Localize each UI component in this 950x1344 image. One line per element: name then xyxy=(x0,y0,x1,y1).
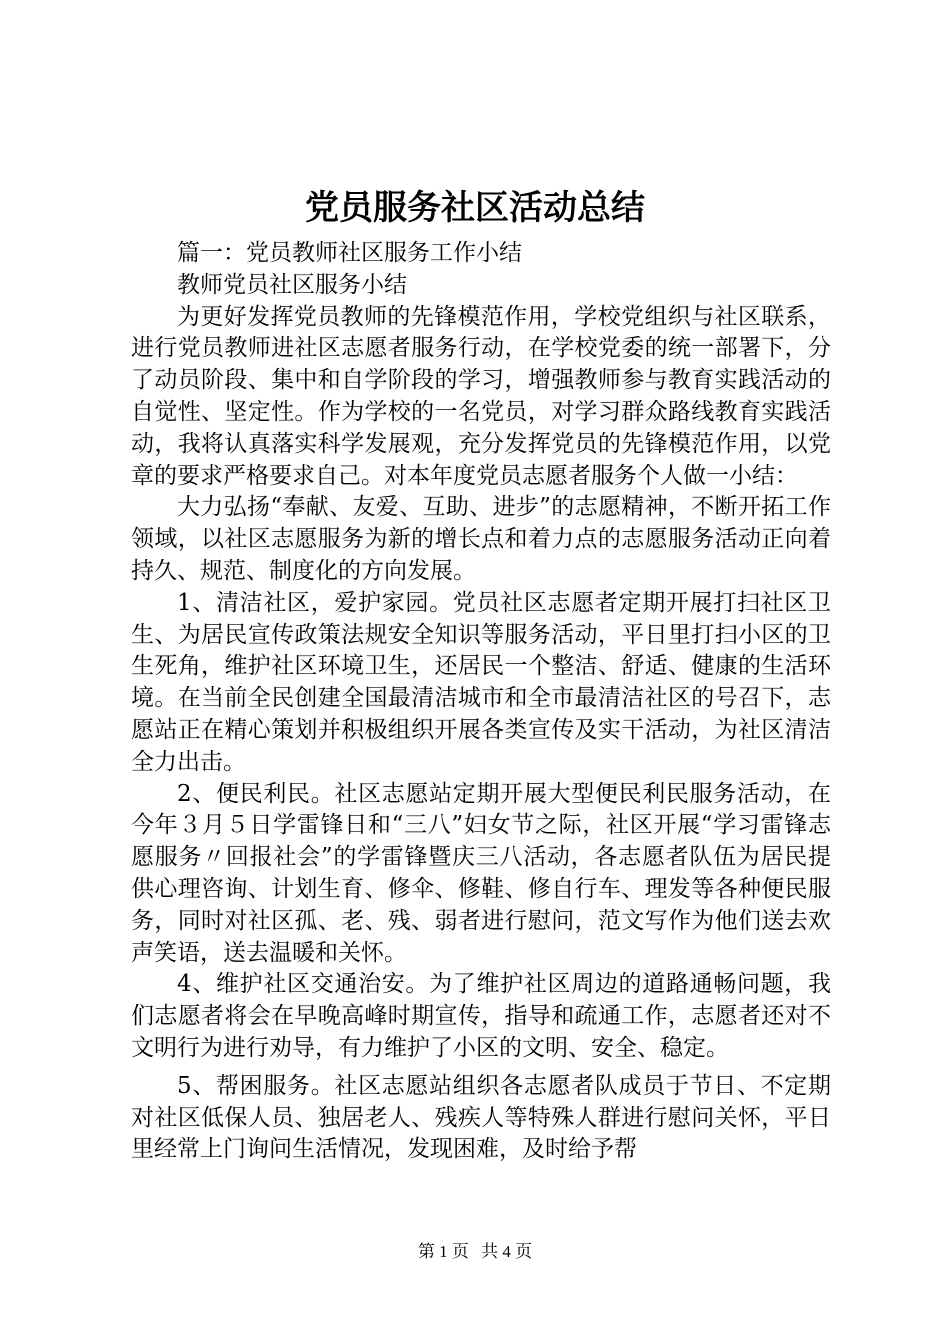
page-number: 第 1 页 xyxy=(417,1242,469,1261)
section-heading: 篇一：党员教师社区服务工作小结 xyxy=(177,240,522,266)
body-paragraph: 4、维护社区交通治安。为了维护社区周边的道路通畅问题，我们志愿者将会在早晚高峰时期宣传，指导和疏通工作，志愿者还对不文明行为进行劝导，有力维护了小区的文明、安全、稳定。 xyxy=(131,971,831,1061)
body-paragraph: 2、便民利民。社区志愿站定期开展大型便民利民服务活动，在今年３月５日学雷锋日和“三八”妇女节之际，社区开展“学习雷锋志愿服务〃回报社会”的学雷锋暨庆三八活动，各志愿者队伍为居民提供心理咨询、计划生育、修伞、修鞋、修自行车、理发等各种便民服务，同时对社区孤、老、残、弱者进行慰问，范文写作为他们送去欢声笑语，送去温暖和关怀。 xyxy=(131,780,831,966)
page-count: 共 4 页 xyxy=(481,1242,533,1261)
body-paragraph: 1、清洁社区，爱护家园。党员社区志愿者定期开展打扫社区卫生、为居民宣传政策法规安全知识等服务活动，平日里打扫小区的卫生死角，维护社区环境卫生，还居民一个整洁、舒适、健康的生活环境。在当前全民创建全国最清洁城市和全市最清洁社区的号召下，志愿站正在精心策划并积极组织开展各类宣传及实干活动，为社区清洁全力出击。 xyxy=(131,589,831,775)
body-paragraph: 大力弘扬“奉献、友爱、互助、进步”的志愿精神，不断开拓工作领域，以社区志愿服务为新的增长点和着力点的志愿服务活动正向着持久、规范、制度化的方向发展。 xyxy=(131,494,831,584)
body-paragraph: 为更好发挥党员教师的先锋模范作用，学校党组织与社区联系，进行党员教师进社区志愿者服务行动，在学校党委的统一部署下，分了动员阶段、集中和自学阶段的学习，增强教师参与教育实践活动的自觉性、坚定性。作为学校的一名党员，对学习群众路线教育实践活动，我将认真落实科学发展观，充分发挥党员的先锋模范作用，以党章的要求严格要求自己。对本年度党员志愿者服务个人做一小结： xyxy=(131,303,831,489)
document-title: 党员服务社区活动总结 xyxy=(305,188,645,228)
page-footer xyxy=(0,1240,950,1264)
document-body xyxy=(131,238,831,1166)
body-paragraph: 5、帮困服务。社区志愿站组织各志愿者队成员于节日、不定期对社区低保人员、独居老人、残疾人等特殊人群进行慰问关怀，平日里经常上门询问生活情况，发现困难，及时给予帮 xyxy=(131,1072,831,1163)
subsection-heading: 教师党员社区服务小结 xyxy=(177,271,407,298)
